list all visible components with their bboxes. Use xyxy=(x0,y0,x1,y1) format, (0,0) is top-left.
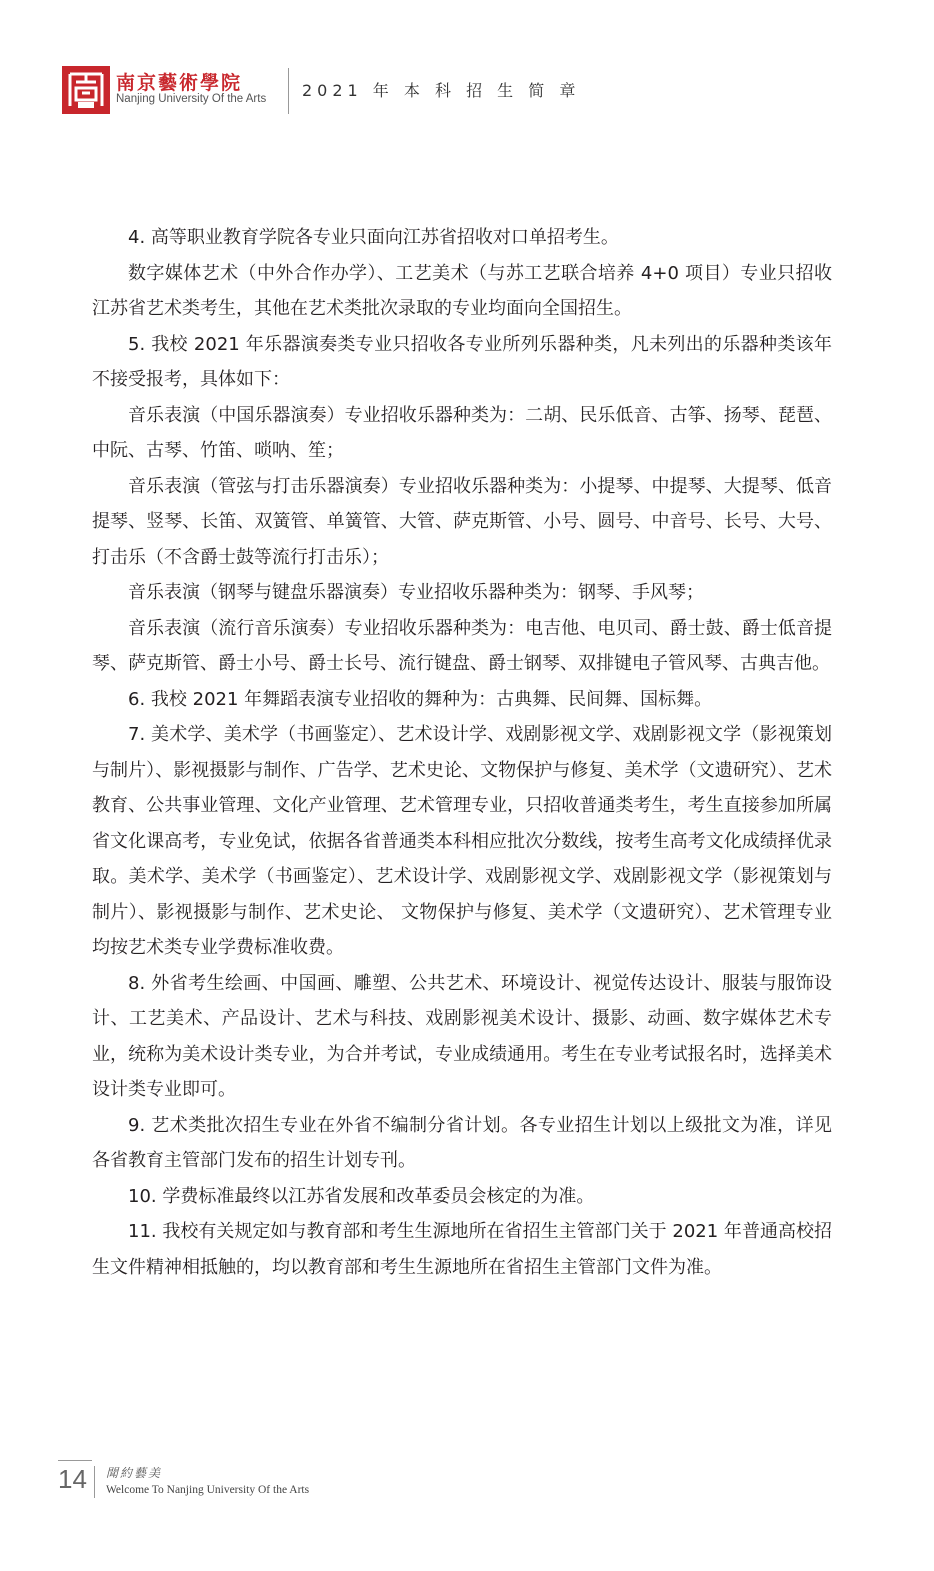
paragraph-5-chinese-instruments: 音乐表演（中国乐器演奏）专业招收乐器种类为：二胡、民乐低音、古筝、扬琴、琵琶、中阮、古琴、竹笛、唢呐、笙； xyxy=(92,404,832,461)
paragraph-4-note: 数字媒体艺术（中外合作办学）、工艺美术（与苏工艺联合培养 4+0 项目）专业只招收江苏省艺术类考生，其他在艺术类批次录取的专业均面向全国招生。 xyxy=(92,262,832,319)
paragraph-4: 4. 高等职业教育学院各专业只面向江苏省招收对口单招考生。 xyxy=(128,227,619,248)
footer-tagline-cn: 聞約藝美 xyxy=(106,1466,163,1480)
paragraph-9: 9. 艺术类批次招生专业在外省不编制分省计划。各专业招生计划以上级批文为准，详见各省教育主管部门发布的招生计划专刊。 xyxy=(92,1114,832,1171)
paragraph-7: 7. 美术学、美术学（书画鉴定）、艺术设计学、戏剧影视文学、戏剧影视文学（影视策划与制片）、影视摄影与制作、广告学、艺术史论、文物保护与修复、美术学（文遗研究）、艺术教育、公共事业管理、文化产业管理、艺术管理专业，只招收普通类考生，考生直接参加所属省文化课高考，专业免试，依据各省普通类本科相应批次分数线，按考生高考文化成绩择优录取。美术学、美术学（书画鉴定）、艺术设计学、戏剧影视文学、戏剧影视文学（影视策划与制片）、影视摄影与制作、艺术史论、 文物保护与修复、美术学（文遗研究）、艺术管理专业均按艺术类专业学费标准收费。 xyxy=(92,724,832,958)
page-header xyxy=(62,66,762,116)
header-divider xyxy=(288,68,289,114)
brochure-title: 2021 年 本 科 招 生 简 章 xyxy=(302,81,581,100)
footer-divider xyxy=(94,1466,95,1498)
footer-tagline-en: Welcome To Nanjing University Of the Arts xyxy=(106,1484,310,1496)
page-number: 14 xyxy=(58,1464,87,1494)
paragraph-5-orchestral-instruments: 音乐表演（管弦与打击乐器演奏）专业招收乐器种类为：小提琴、中提琴、大提琴、低音提琴、竖琴、长笛、双簧管、单簧管、大管、萨克斯管、小号、圆号、中音号、长号、大号、打击乐（不含爵士鼓等流行打击乐）； xyxy=(92,475,832,568)
university-name-en: Nanjing University Of the Arts xyxy=(116,93,267,105)
paragraph-11: 11. 我校有关规定如与教育部和考生生源地所在省招生主管部门关于 2021 年普通高校招生文件精神相抵触的，均以教育部和考生生源地所在省招生主管部门文件为准。 xyxy=(92,1221,832,1278)
paragraph-5-keyboard-instruments: 音乐表演（钢琴与键盘乐器演奏）专业招收乐器种类为：钢琴、手风琴； xyxy=(128,582,704,603)
paragraph-8: 8. 外省考生绘画、中国画、雕塑、公共艺术、环境设计、视觉传达设计、服装与服饰设计、工艺美术、产品设计、艺术与科技、戏剧影视美术设计、摄影、动画、数字媒体艺术专业，统称为美术设计类专业，为合并考试，专业成绩通用。考生在专业考试报名时，选择美术设计类专业即可。 xyxy=(92,972,832,1100)
paragraph-6: 6. 我校 2021 年舞蹈表演专业招收的舞种为：古典舞、民间舞、国标舞。 xyxy=(128,688,713,710)
paragraph-5: 5. 我校 2021 年乐器演奏类专业只招收各专业所列乐器种类，凡未列出的乐器种类该年不接受报考，具体如下： xyxy=(92,333,832,390)
page-footer xyxy=(58,1460,458,1504)
footer-rule xyxy=(58,1460,92,1461)
university-name-cn: 南京藝術學院 xyxy=(116,72,243,94)
paragraph-10: 10. 学费标准最终以江苏省发展和改革委员会核定的为准。 xyxy=(128,1185,595,1207)
paragraph-5-pop-instruments: 音乐表演（流行音乐演奏）专业招收乐器种类为：电吉他、电贝司、爵士鼓、爵士低音提琴、萨克斯管、爵士小号、爵士长号、流行键盘、爵士钢琴、双排键电子管风琴、古典吉他。 xyxy=(92,617,832,674)
university-seal-logo xyxy=(62,66,110,114)
body-text xyxy=(92,220,832,1285)
